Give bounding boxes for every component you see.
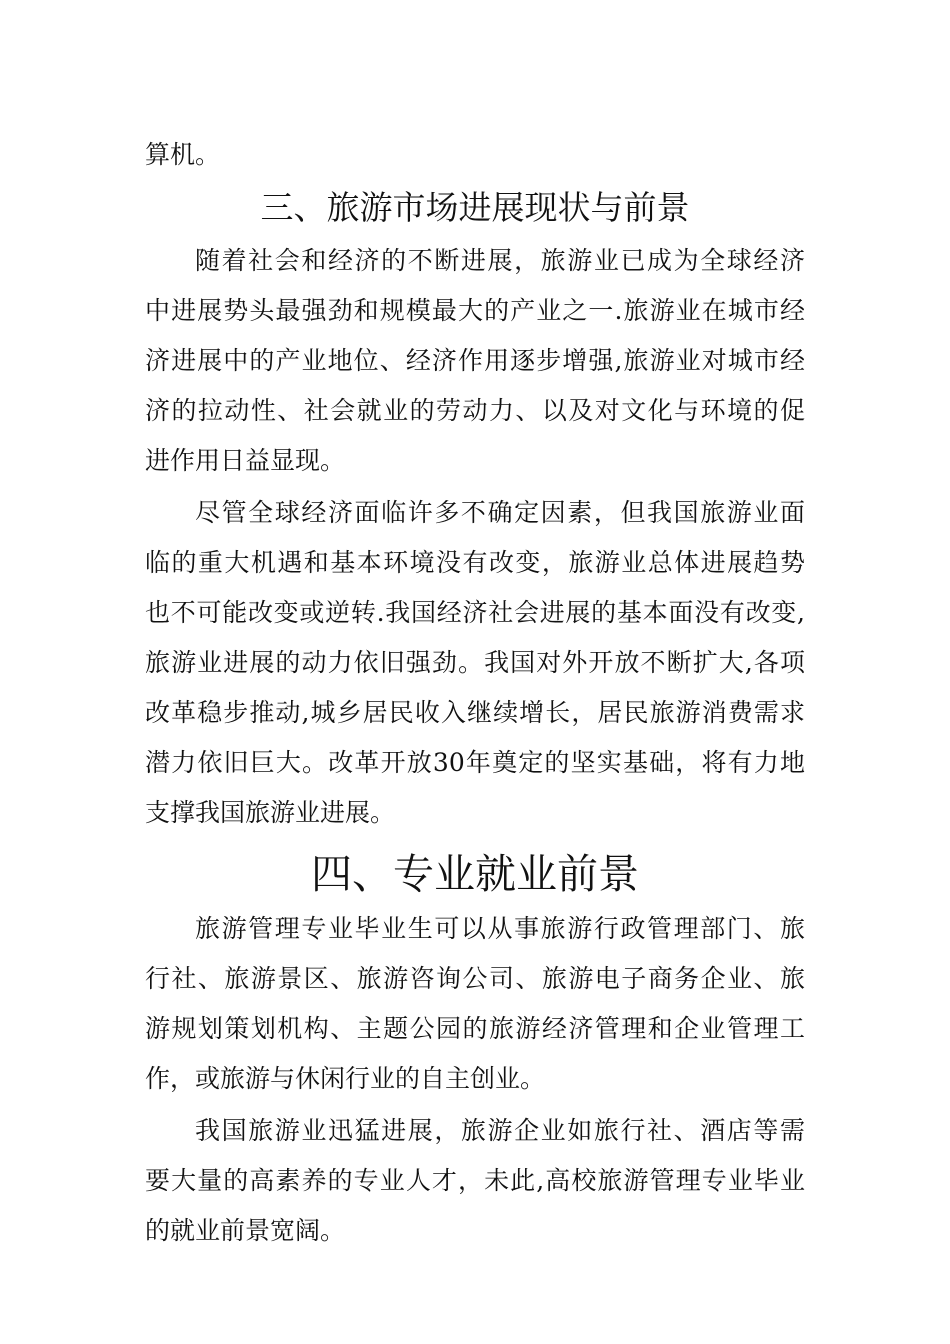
- section-3-paragraph-2: [145, 488, 805, 838]
- paragraph-line: 随着社会和经济的不断进展，旅游业已成为全球经济: [195, 246, 805, 275]
- section-3-heading: 三、旅游市场进展现状与前景: [260, 188, 690, 227]
- paragraph-line: 旅游管理专业毕业生可以从事旅游行政管理部门、旅: [195, 914, 805, 943]
- paragraph-line: 潜力依旧巨大。改革开放30年奠定的坚实基础，将有力地: [145, 748, 805, 777]
- paragraph-line: 临的重大机遇和基本环境没有改变，旅游业总体进展趋势: [145, 548, 805, 577]
- paragraph-line: 支撑我国旅游业进展。: [145, 798, 396, 827]
- paragraph-line: 改革稳步推动,城乡居民收入继续增长，居民旅游消费需求: [145, 698, 805, 727]
- section-4-heading: 四、专业就业前景: [311, 850, 639, 898]
- paragraph-line: 济的拉动性、社会就业的劳动力、以及对文化与环境的促: [145, 396, 805, 425]
- paragraph-line: 旅游业进展的动力依旧强劲。我国对外开放不断扩大,各项: [145, 648, 805, 677]
- paragraph-line: 要大量的高素养的专业人才，未此,高校旅游管理专业毕业: [145, 1166, 805, 1195]
- section-3-paragraph-1: [145, 236, 805, 486]
- paragraph-line: 作，或旅游与休闲行业的自主创业。: [145, 1064, 546, 1093]
- section-4-paragraph-1: [145, 904, 805, 1104]
- paragraph-line: 也不可能改变或逆转.我国经济社会进展的基本面没有改变,: [145, 598, 805, 627]
- paragraph-line: 济进展中的产业地位、经济作用逐步增强,旅游业对城市经: [145, 346, 805, 375]
- opening-line: 算机。: [145, 140, 221, 169]
- paragraph-line: 行社、旅游景区、旅游咨询公司、旅游电子商务企业、旅: [145, 964, 805, 993]
- document-body: [145, 130, 805, 1258]
- paragraph-line: 我国旅游业迅猛进展，旅游企业如旅行社、酒店等需: [195, 1116, 805, 1145]
- section-4-paragraph-2: [145, 1106, 805, 1256]
- paragraph-line: 进作用日益显现。: [145, 446, 346, 475]
- paragraph-line: 中进展势头最强劲和规模最大的产业之一.旅游业在城市经: [145, 296, 805, 325]
- paragraph-line: 游规划策划机构、主题公园的旅游经济管理和企业管理工: [145, 1014, 805, 1043]
- paragraph-line: 尽管全球经济面临许多不确定因素，但我国旅游业面: [195, 498, 805, 527]
- paragraph-line: 的就业前景宽阔。: [145, 1216, 346, 1245]
